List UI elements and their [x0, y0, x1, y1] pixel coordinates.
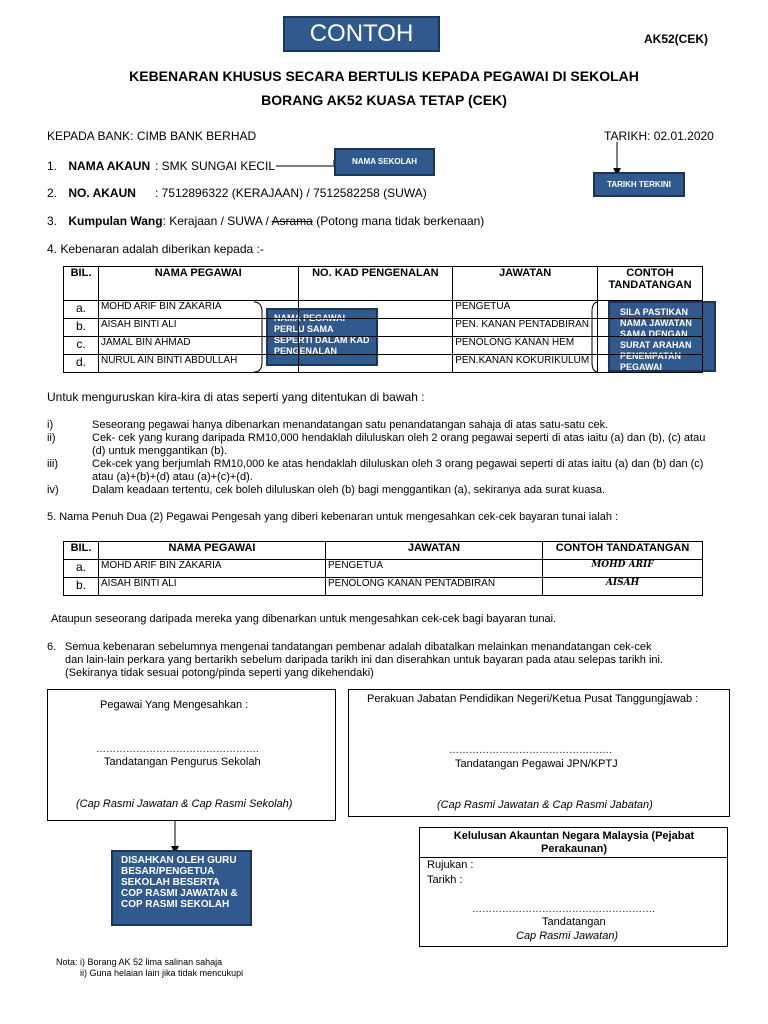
callout-nama-sekolah: NAMA SEKOLAH	[334, 148, 435, 176]
form-code: AK52(CEK)	[644, 32, 709, 46]
header-nama: NAMA PEGAWAI	[98, 267, 298, 301]
box-kelulusan-ang	[419, 827, 728, 947]
cell-jawatan: PENOLONG KANAN PENTADBIRAN	[326, 578, 543, 596]
table-row	[64, 301, 703, 319]
table-row	[64, 578, 703, 596]
field-number: 2.	[47, 186, 58, 200]
rule-text: Cek-cek yang berjumlah RM10,000 ke atas hendaklah diluluskan oleh 3 orang pegawai seperti di atas iaitu (a) dan (b) dan (c) atau (a)+(b)+(d) atau (a)+(c)+(d).	[92, 458, 704, 483]
field-note: (Potong mana tidak berkenaan)	[312, 214, 485, 228]
cell-bil: b.	[64, 319, 99, 337]
tarikh-label: Tarikh :	[427, 874, 463, 886]
box-title: Kelulusan Akauntan Negara Malaysia (Pejabat Perakaunan)	[453, 830, 695, 855]
field-label: NO. AKAUN	[68, 186, 136, 200]
struck-option: Asrama	[271, 214, 313, 228]
cell-bil: b.	[64, 578, 99, 596]
callout-disahkan: DISAHKAN OLEH GURU BESAR/PENGETUA SEKOLAH BESERTA COP RASMI JAWATAN & COP RASMI SEKOLAH	[111, 850, 252, 926]
cell-nama: AISAH BINTI ALI	[99, 578, 326, 596]
field-number: 3.	[47, 214, 58, 228]
header-bil: BIL.	[64, 542, 99, 560]
rules-intro: Untuk menguruskan kira-kira di atas seperti yang ditentukan di bawah :	[47, 390, 425, 404]
field-value: : Kerajaan / SUWA /	[162, 214, 272, 228]
cell-ic	[298, 319, 453, 337]
cell-signature: AISAH	[543, 578, 703, 596]
cell-tandatangan	[598, 355, 703, 373]
stamp-caption: Cap Rasmi Jawatan)	[516, 930, 619, 942]
stamp-caption: (Cap Rasmi Jawatan & Cap Rasmi Jabatan)	[437, 799, 653, 811]
callout-nama-pegawai: NAMA PEGAWAI PERLU SAMA SEPERTI DALAM KAD PENGENALAN	[266, 308, 378, 366]
rule-number: iv)	[47, 484, 59, 496]
cell-nama: NURUL AIN BINTI ABDULLAH	[98, 355, 298, 373]
cell-ic	[298, 355, 453, 373]
header-bil: BIL.	[64, 267, 99, 301]
signature-caption: Tandatangan Pegawai JPN/KPTJ	[455, 758, 618, 770]
bank-label: KEPADA BANK: CIMB BANK BERHAD	[47, 129, 257, 143]
section6-text	[65, 641, 755, 680]
box-pegawai-mengesahkan	[47, 689, 336, 821]
section6-line: Semua kebenaran sebelumnya mengenai tandatangan pembenar adalah dibatalkan melainkan menandatangan cek-cek	[65, 641, 652, 653]
header-jawatan: JAWATAN	[453, 267, 598, 301]
callout-tarikh-terkini: TARIKH TERKINI	[593, 172, 685, 197]
arrow-nama-sekolah	[276, 160, 334, 166]
cell-tandatangan	[598, 319, 703, 337]
section6-line: (Sekiranya tidak sesuai potong/pinda seperti yang dikehendaki)	[65, 667, 374, 679]
table-header-row	[64, 542, 703, 560]
rule-text: Cek- cek yang kurang daripada RM10,000 hendaklah diluluskan oleh 2 orang pegawai seperti di atas iaitu (a) dan (b), (c) atau (d) untuk menggantikan (b).	[92, 432, 706, 457]
table-row	[64, 560, 703, 578]
list-item	[47, 419, 707, 432]
field-no-akaun-value: : 7512896322 (KERAJAAN) / 7512582258 (SUWA)	[155, 186, 427, 200]
officer-table	[63, 266, 703, 373]
rule-number: i)	[47, 419, 54, 431]
date-label: TARIKH: 02.01.2020	[604, 129, 714, 143]
form-subtitle: BORANG AK52 KUASA TETAP (CEK)	[261, 92, 507, 108]
table-row	[64, 337, 703, 355]
signature-caption: Tandatangan Pengurus Sekolah	[104, 756, 261, 768]
cell-bil: d.	[64, 355, 99, 373]
cell-jawatan: PENGETUA	[326, 560, 543, 578]
cell-bil: a.	[64, 560, 99, 578]
cell-tandatangan	[598, 301, 703, 319]
rule-number: ii)	[47, 432, 56, 444]
field-nama-akaun-value: : SMK SUNGAI KECIL	[155, 159, 276, 173]
header-nama: NAMA PEGAWAI	[99, 542, 326, 560]
header-tandatangan: CONTOH TANDATANGAN	[543, 542, 703, 560]
box-title: Perakuan Jabatan Pendidikan Negeri/Ketua Pusat Tanggungjawab :	[367, 693, 699, 705]
cell-jawatan: PENGETUA	[453, 301, 598, 319]
rule-list	[47, 419, 707, 497]
contoh-stamp: CONTOH	[283, 16, 440, 52]
stamp-caption: (Cap Rasmi Jawatan & Cap Rasmi Sekolah)	[76, 798, 293, 810]
rujukan-label: Rujukan :	[427, 859, 474, 871]
nota-line2: ii) Guna helaian lain jika tidak mencukupi	[80, 968, 244, 978]
list-item	[47, 458, 707, 484]
table-row	[64, 355, 703, 373]
header-jawatan: JAWATAN	[326, 542, 543, 560]
cell-bil: c.	[64, 337, 99, 355]
cell-nama: JAMAL BIN AHMAD	[98, 337, 298, 355]
section6-number: 6.	[47, 641, 57, 653]
box-title: Pegawai Yang Mengesahkan :	[100, 699, 249, 711]
section5-after: Ataupun seseorang daripada mereka yang dibenarkan untuk mengesahkan cek-cek bagi bayaran tunai.	[51, 613, 557, 625]
cell-ic	[298, 301, 453, 319]
form-title: KEBENARAN KHUSUS SECARA BERTULIS KEPADA PEGAWAI DI SEKOLAH	[129, 68, 639, 84]
verifier-table	[63, 541, 703, 596]
box-divider	[420, 857, 727, 858]
cell-signature: MOHD ARIF	[543, 560, 703, 578]
signature-line: ………………………………………….	[449, 745, 612, 756]
header-ic: NO. KAD PENGENALAN	[298, 267, 453, 301]
nota-line1: Nota: i) Borang AK 52 lima salinan sahaja	[56, 957, 223, 967]
cell-jawatan: PEN.KANAN KOKURIKULUM	[453, 355, 598, 373]
callout-sila-pastikan: SILA PASTIKAN NAMA JAWATAN SAMA DENGAN SURAT ARAHAN PENEMPATAN PEGAWAI	[608, 301, 716, 372]
section4-title: 4. Kebenaran adalah diberikan kepada :-	[47, 242, 264, 256]
rule-text: Dalam keadaan tertentu, cek boleh diluluskan oleh (b) bagi menggantikan (a), sekiranya ada surat kuasa.	[92, 484, 606, 496]
cell-jawatan: PEN. KANAN PENTADBIRAN	[453, 319, 598, 337]
cell-nama: MOHD ARIF BIN ZAKARIA	[99, 560, 326, 578]
table-row	[64, 319, 703, 337]
cell-nama: AISAH BINTI ALI	[98, 319, 298, 337]
cell-ic	[298, 337, 453, 355]
list-item	[47, 484, 707, 497]
signature-caption: Tandatangan	[542, 916, 606, 928]
section5-title: 5. Nama Penuh Dua (2) Pegawai Pengesah yang diberi kebenaran untuk mengesahkan cek-cek bayaran tunai ialah :	[47, 511, 619, 523]
cell-tandatangan	[598, 337, 703, 355]
field-label: Kumpulan Wang	[68, 214, 163, 228]
cell-nama: MOHD ARIF BIN ZAKARIA	[98, 301, 298, 319]
field-label: NAMA AKAUN	[68, 159, 151, 173]
rule-number: iii)	[47, 458, 58, 470]
cell-jawatan: PENOLONG KANAN HEM	[453, 337, 598, 355]
signature-line: ………………………………………….	[96, 744, 259, 755]
rule-text: Seseorang pegawai hanya dibenarkan menandatangan satu penandatangan sahaja di atas satu-satu cek.	[92, 419, 609, 431]
section6-line: dan lain-lain perkara yang bertarikh sebelum daripada tarikh ini dan diserahkan untuk bayaran pada atau selepas tarikh ini.	[65, 654, 664, 666]
list-item	[47, 432, 707, 458]
box-perakuan-jpn	[348, 689, 730, 817]
header-tandatangan: CONTOH TANDATANGAN	[598, 267, 703, 301]
cell-bil: a.	[64, 301, 99, 319]
signature-line: ……………………………………………….	[472, 904, 655, 915]
field-number: 1.	[47, 159, 58, 173]
table-header-row	[64, 267, 703, 301]
